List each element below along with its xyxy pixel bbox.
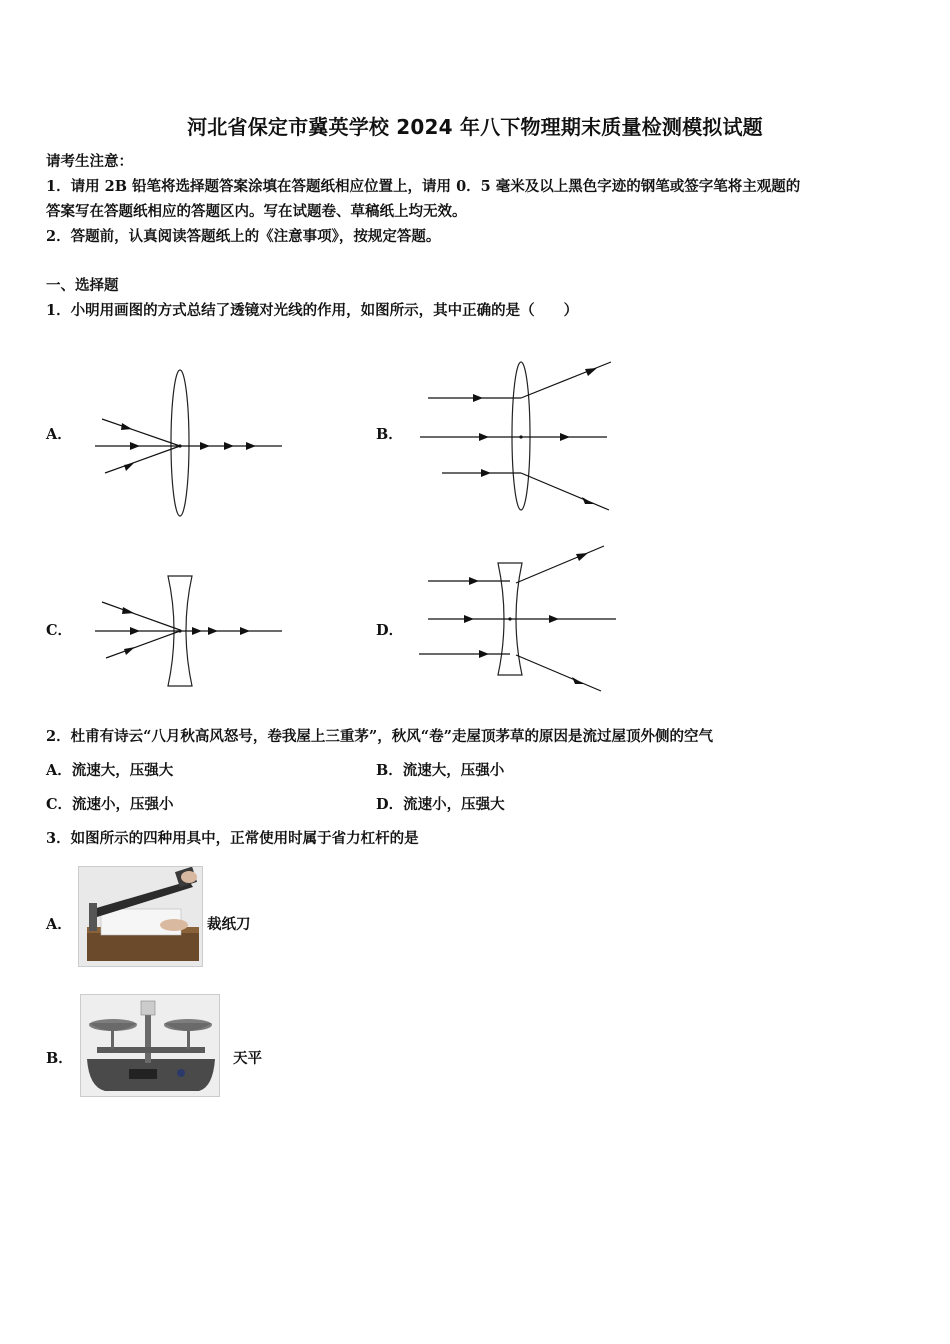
q2-option-b-text: 流速大，压强小 bbox=[402, 762, 505, 779]
q3-option-a-label: A． bbox=[46, 916, 72, 933]
diagram-b-convex-lens bbox=[415, 358, 615, 518]
q3-option-b-label: B． bbox=[46, 1050, 73, 1067]
question-2-text: 2．杜甫有诗云“八月秋高风怒号，卷我屋上三重茅”，秋风“卷”走屋顶茅草的原因是流过屋顶外侧的空气 bbox=[46, 728, 713, 745]
q2-option-c-text: 流速小，压强小 bbox=[72, 796, 174, 813]
notice-line-2: 答案写在答题纸相应的答题区内。写在试题卷、草稿纸上均无效。 bbox=[46, 203, 467, 220]
q2-option-c-label: C． bbox=[46, 796, 73, 813]
q2-option-b-label: B． bbox=[376, 762, 403, 779]
q3-option-a-text: 裁纸刀 bbox=[207, 916, 251, 933]
notice-heading: 请考生注意： bbox=[46, 153, 133, 170]
q2-option-b[interactable] bbox=[376, 761, 504, 781]
diagram-a-convex-lens bbox=[90, 365, 290, 520]
q2-option-d-text: 流速小，压强大 bbox=[403, 796, 505, 813]
section-heading: 一、选择题 bbox=[46, 277, 119, 294]
paper-cutter-image bbox=[78, 866, 203, 967]
page-title: 河北省保定市冀英学校 2024 年八下物理期末质量检测模拟试题 bbox=[187, 115, 763, 139]
q3-option-b-text: 天平 bbox=[233, 1050, 262, 1067]
q2-option-a[interactable] bbox=[46, 761, 173, 781]
question-3-text: 3．如图所示的四种用具中，正常使用时属于省力杠杆的是 bbox=[46, 830, 419, 847]
q1-label-c: C． bbox=[46, 622, 73, 639]
q2-option-c[interactable] bbox=[46, 795, 174, 815]
q2-option-d[interactable] bbox=[376, 795, 505, 815]
q2-option-a-text: 流速大，压强大 bbox=[71, 762, 174, 779]
diagram-c-concave-lens bbox=[90, 572, 290, 694]
q1-label-b: B． bbox=[376, 426, 403, 443]
q2-option-a-label: A． bbox=[46, 762, 72, 779]
q1-label-d: D． bbox=[376, 622, 404, 639]
convex-lens-shape bbox=[171, 370, 189, 516]
notice-line-1: 1．请用 2B 铅笔将选择题答案涂填在答题纸相应位置上，请用 0．5 毫米及以上黑色字迹的钢笔或签字笔将主观题的 bbox=[46, 178, 801, 195]
diagram-d-concave-lens bbox=[416, 543, 621, 695]
q2-option-d-label: D． bbox=[376, 796, 404, 813]
balance-scale-image bbox=[80, 994, 220, 1097]
q1-label-a: A． bbox=[46, 426, 72, 443]
notice-line-3: 2．答题前，认真阅读答题纸上的《注意事项》，按规定答题。 bbox=[46, 228, 441, 245]
question-1-text: 1．小明用画图的方式总结了透镜对光线的作用，如图所示，其中正确的是（ ） bbox=[46, 302, 579, 319]
